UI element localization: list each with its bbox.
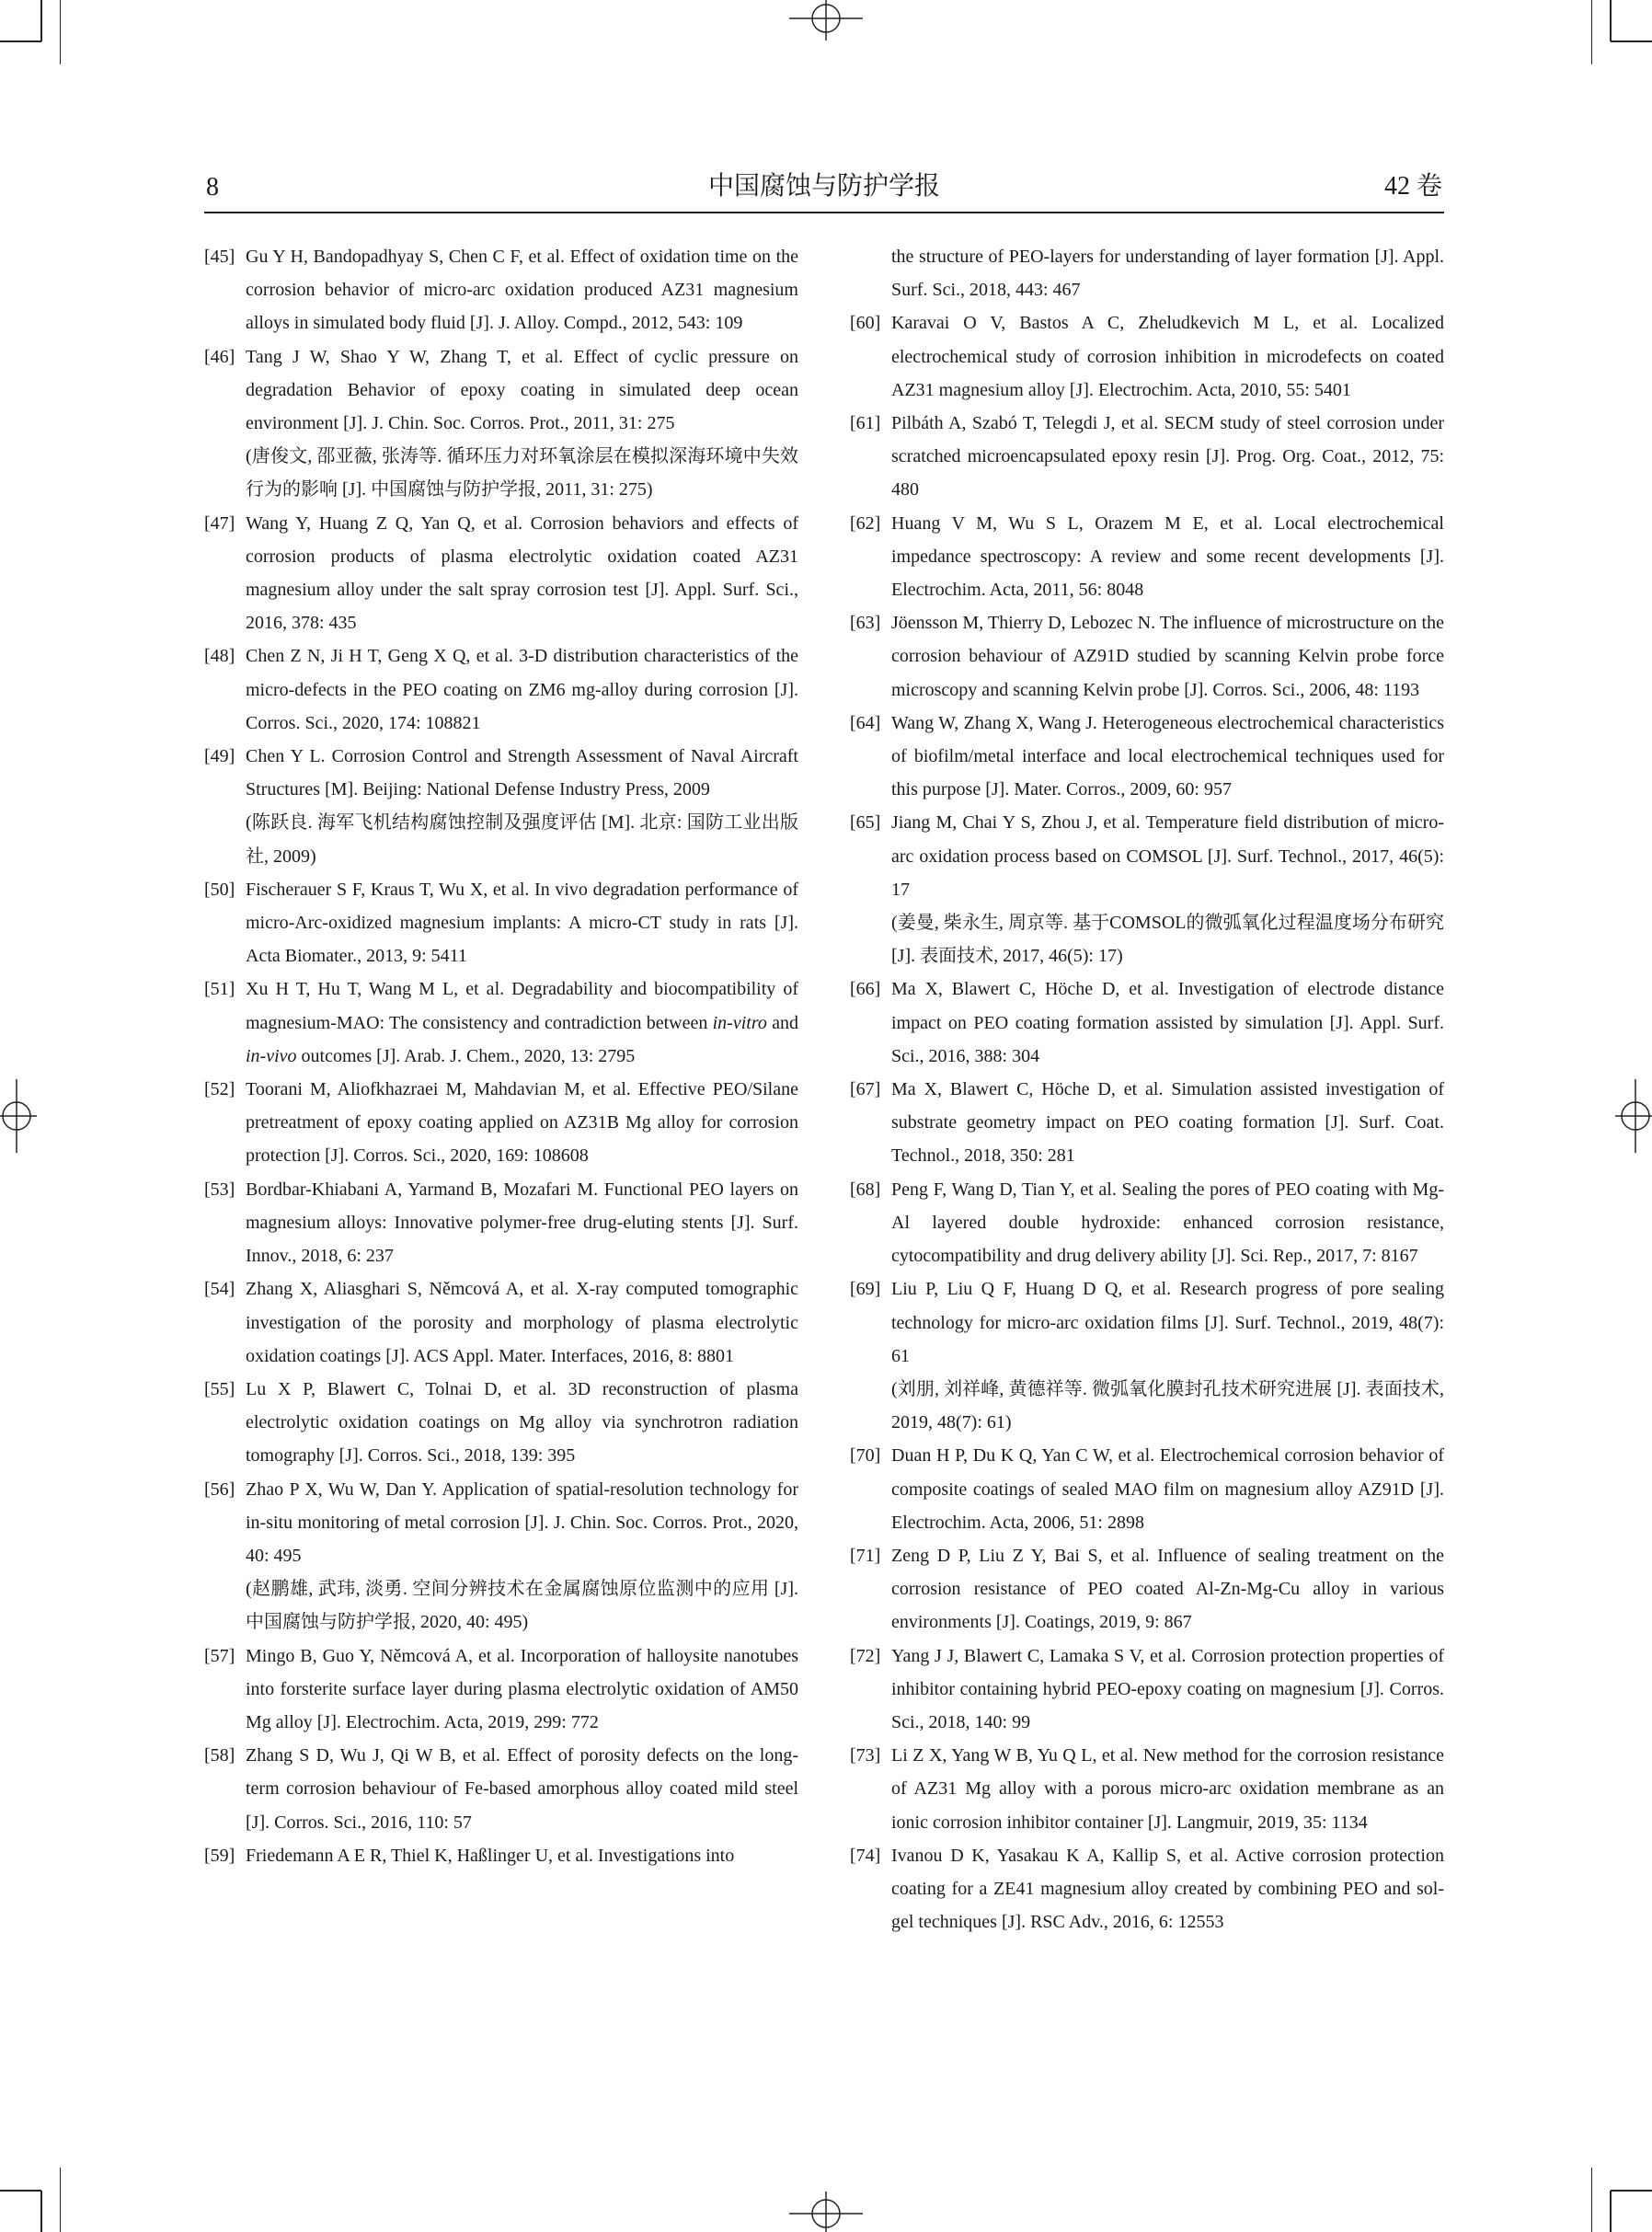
reference-text: Pilbáth A, Szabó T, Telegdi J, et al. SECM study of steel corrosion under scratched microencapsulated epoxy resin [J]. Prog. Org. Coat., 2012, 75: 480 bbox=[891, 413, 1444, 500]
reference-number: [73] bbox=[850, 1745, 881, 1766]
reference-number: [74] bbox=[850, 1845, 881, 1866]
reference-text: Liu P, Liu Q F, Huang D Q, et al. Research progress of pore sealing technology for micro-arc oxidation films [J]. Surf. Technol., 2019, 48(7): 61 bbox=[891, 1279, 1444, 1366]
reference-item bbox=[204, 1839, 798, 1872]
registration-mark-icon bbox=[1615, 1079, 1652, 1153]
reference-column-right bbox=[850, 240, 1444, 1939]
reference-number: [59] bbox=[204, 1845, 235, 1866]
crop-mark bbox=[60, 0, 61, 64]
reference-number: [56] bbox=[204, 1478, 235, 1500]
reference-text: Peng F, Wang D, Tian Y, et al. Sealing the pores of PEO coating with Mg-Al layered double hydroxide: enhanced corrosion resistance, cytocompatibility and drug delivery ability [J]. Sci. Rep., 2017, 7: 8167 bbox=[891, 1179, 1444, 1267]
reference-text: Yang J J, Blawert C, Lamaka S V, et al. Corrosion protection properties of inhibitor containing hybrid PEO-epoxy coating on magnesium [J]. Corros. Sci., 2018, 140: 99 bbox=[891, 1645, 1444, 1732]
reference-number: [68] bbox=[850, 1179, 881, 1200]
reference-item bbox=[204, 1739, 798, 1839]
reference-item bbox=[850, 806, 1444, 972]
reference-number: [45] bbox=[204, 247, 235, 267]
registration-mark-icon bbox=[789, 2192, 863, 2232]
reference-column-left bbox=[204, 240, 798, 1872]
reference-chinese-text: (陈跃良. 海军飞机结构腐蚀控制及强度评估 [M]. 北京: 国防工业出版社, 2009) bbox=[246, 812, 798, 867]
reference-text: Li Z X, Yang W B, Yu Q L, et al. New method for the corrosion resistance of AZ31 Mg alloy with a porous micro-arc oxidation membrane as an ionic corrosion inhibitor container [J]. Langmuir, 2019, 35: 1134 bbox=[891, 1745, 1444, 1833]
crop-mark bbox=[1610, 2191, 1612, 2232]
reference-text: Toorani M, Aliofkhazraei M, Mahdavian M, et al. Effective PEO/Silane pretreatment of epoxy coating applied on AZ31B Mg alloy for corrosion protection [J]. Corros. Sci., 2020, 169: 108608 bbox=[246, 1079, 798, 1167]
reference-item bbox=[850, 507, 1444, 607]
reference-text: Ivanou D K, Yasakau K A, Kallip S, et al. Active corrosion protection coating for a ZE41 magnesium alloy created by combining PEO and sol-gel techniques [J]. RSC Adv., 2016, 6: 12553 bbox=[891, 1845, 1444, 1933]
reference-text: Fischerauer S F, Kraus T, Wu X, et al. In vivo degradation performance of micro-Arc-oxidized magnesium implants: A micro-CT study in rats [J]. Acta Biomater., 2013, 9: 5411 bbox=[246, 879, 798, 967]
reference-number: [46] bbox=[204, 346, 235, 367]
reference-item bbox=[204, 1473, 798, 1639]
reference-item bbox=[204, 873, 798, 973]
reference-item bbox=[850, 1439, 1444, 1539]
reference-text: Jöensson M, Thierry D, Lebozec N. The influence of microstructure on the corrosion behaviour of AZ91D studied by scanning Kelvin probe force microscopy and scanning Kelvin probe [J]. Corros. Sci., 2006, 48: 1193 bbox=[891, 613, 1444, 700]
reference-text: Ma X, Blawert C, Höche D, et al. Simulation assisted investigation of substrate geometry impact on PEO coating formation [J]. Surf. Coat. Technol., 2018, 350: 281 bbox=[891, 1079, 1444, 1167]
reference-number: [70] bbox=[850, 1445, 881, 1467]
reference-text: Tang J W, Shao Y W, Zhang T, et al. Effect of cyclic pressure on degradation Behavior of epoxy coating in simulated deep ocean environment [J]. J. Chin. Soc. Corros. Prot., 2011, 31: 275 bbox=[246, 346, 798, 434]
reference-text: Friedemann A E R, Thiel K, Haßlinger U, et al. Investigations into bbox=[246, 1845, 735, 1866]
crop-mark bbox=[1591, 0, 1592, 64]
reference-number: [66] bbox=[850, 979, 881, 1000]
reference-number: [48] bbox=[204, 646, 235, 667]
reference-text: Wang W, Zhang X, Wang J. Heterogeneous electrochemical characteristics of biofilm/metal interface and local electrochemical techniques used for this purpose [J]. Mater. Corros., 2009, 60: 957 bbox=[891, 712, 1444, 800]
reference-text: Jiang M, Chai Y S, Zhou J, et al. Temperature field distribution of micro-arc oxidation process based on COMSOL [J]. Surf. Technol., 2017, 46(5): 17 bbox=[891, 812, 1444, 900]
reference-text-part: outcomes [J]. Arab. J. Chem., 2020, 13: 2795 bbox=[296, 1045, 636, 1066]
reference-item bbox=[850, 306, 1444, 407]
reference-number: [64] bbox=[850, 712, 881, 733]
reference-item bbox=[204, 740, 798, 873]
reference-item bbox=[850, 972, 1444, 1073]
reference-number: [61] bbox=[850, 413, 881, 434]
crop-mark bbox=[40, 2191, 42, 2232]
reference-chinese-text: (姜曼, 柴永生, 周京等. 基于COMSOL的微弧氧化过程温度场分布研究 [J]. 表面技术, 2017, 46(5): 17) bbox=[891, 913, 1444, 967]
page-number: 8 bbox=[206, 173, 219, 201]
reference-text: Lu X P, Blawert C, Tolnai D, et al. 3D reconstruction of plasma electrolytic oxidation coatings on Mg alloy via synchrotron radiation tomography [J]. Corros. Sci., 2018, 139: 395 bbox=[246, 1378, 798, 1467]
crop-mark bbox=[1611, 40, 1652, 42]
crop-mark bbox=[1610, 0, 1612, 41]
reference-text: Zeng D P, Liu Z Y, Bai S, et al. Influence of sealing treatment on the corrosion resistance of PEO coated Al-Zn-Mg-Cu alloy in various environments [J]. Coatings, 2019, 9: 867 bbox=[891, 1545, 1444, 1633]
reference-number: [55] bbox=[204, 1378, 235, 1399]
reference-number: [72] bbox=[850, 1645, 881, 1666]
reference-text: Duan H P, Du K Q, Yan C W, et al. Electrochemical corrosion behavior of composite coatings of sealed MAO film on magnesium alloy AZ91D [J]. Electrochim. Acta, 2006, 51: 2898 bbox=[891, 1445, 1444, 1533]
reference-text: Karavai O V, Bastos A C, Zheludkevich M L, et al. Localized electrochemical study of corrosion inhibition in microdefects on coated AZ31 magnesium alloy [J]. Electrochim. Acta, 2010, 55: 5401 bbox=[891, 313, 1444, 400]
volume-label: 42 卷 bbox=[1383, 172, 1442, 201]
reference-item bbox=[850, 606, 1444, 707]
crop-mark bbox=[1591, 2168, 1592, 2232]
reference-number: [49] bbox=[204, 746, 235, 767]
journal-title: 中国腐蚀与防护学报 bbox=[707, 172, 940, 201]
reference-number: [47] bbox=[204, 512, 235, 534]
reference-text: Zhao P X, Wu W, Dan Y. Application of spatial-resolution technology for in-situ monitoring of metal corrosion [J]. J. Chin. Soc. Corros. Prot., 2020, 40: 495 bbox=[246, 1478, 798, 1566]
reference-text bbox=[246, 972, 798, 1073]
reference-item bbox=[850, 1173, 1444, 1273]
reference-text: Wang Y, Huang Z Q, Yan Q, et al. Corrosion behaviors and effects of corrosion products of plasma electrolytic oxidation coated AZ31 magnesium alloy under the salt spray corrosion test [J]. Appl. Surf. Sci., 2016, 378: 435 bbox=[246, 512, 798, 634]
reference-item bbox=[850, 1073, 1444, 1173]
reference-item bbox=[204, 1073, 798, 1173]
reference-chinese-text: (唐俊文, 邵亚薇, 张涛等. 循环压力对环氧涂层在模拟深海环境中失效行为的影响 [J]. 中国腐蚀与防护学报, 2011, 31: 275) bbox=[246, 446, 798, 500]
crop-mark bbox=[40, 0, 42, 41]
reference-number: [63] bbox=[850, 613, 881, 634]
reference-number: [60] bbox=[850, 313, 881, 334]
reference-item bbox=[204, 1373, 798, 1473]
reference-text: Chen Y L. Corrosion Control and Strength Assessment of Naval Aircraft Structures [M]. Beijing: National Defense Industry Press, 2009 bbox=[246, 746, 798, 800]
reference-item bbox=[204, 507, 798, 640]
reference-number: [53] bbox=[204, 1179, 235, 1200]
reference-text: Bordbar-Khiabani A, Yarmand B, Mozafari M. Functional PEO layers on magnesium alloys: Innovative polymer-free drug-eluting stents [J]. Surf. Innov., 2018, 6: 237 bbox=[246, 1179, 798, 1267]
reference-item bbox=[204, 240, 798, 340]
crop-mark bbox=[60, 2168, 61, 2232]
reference-chinese-text: (赵鹏雄, 武玮, 淡勇. 空间分辨技术在金属腐蚀原位监测中的应用 [J]. 中国腐蚀与防护学报, 2020, 40: 495) bbox=[246, 1579, 798, 1633]
reference-item bbox=[204, 1272, 798, 1373]
reference-number: [50] bbox=[204, 879, 235, 900]
reference-text: Huang V M, Wu S L, Orazem M E, et al. Local electrochemical impedance spectroscopy: A review and some recent developments [J]. Electrochim. Acta, 2011, 56: 8048 bbox=[891, 512, 1444, 601]
reference-item bbox=[850, 1639, 1444, 1740]
reference-text-part: Xu H T, Hu T, Wang M L, et al. Degradability and biocompatibility of magnesium-MAO: The consistency and contradiction between bbox=[246, 979, 798, 1033]
reference-continuation: the structure of PEO-layers for understanding of layer formation [J]. Appl. Surf. Sci., 2018, 443: 467 bbox=[891, 247, 1444, 301]
crop-mark bbox=[1611, 2190, 1652, 2192]
crop-mark bbox=[0, 2190, 41, 2192]
reference-emphasis: in-vitro bbox=[712, 1012, 767, 1033]
reference-item bbox=[850, 1539, 1444, 1639]
reference-text: Mingo B, Guo Y, Němcová A, et al. Incorporation of halloysite nanotubes into forsterite surface layer during plasma electrolytic oxidation of AM50 Mg alloy [J]. Electrochim. Acta, 2019, 299: 772 bbox=[246, 1645, 798, 1732]
reference-text: Gu Y H, Bandopadhyay S, Chen C F, et al. Effect of oxidation time on the corrosion behavior of micro-arc oxidation produced AZ31 magnesium alloys in simulated body fluid [J]. J. Alloy. Compd., 2012, 543: 109 bbox=[246, 247, 798, 334]
reference-number: [58] bbox=[204, 1745, 235, 1766]
reference-item bbox=[850, 1272, 1444, 1439]
reference-item bbox=[204, 972, 798, 1073]
reference-item bbox=[850, 707, 1444, 807]
reference-item bbox=[204, 1173, 798, 1273]
registration-mark-icon bbox=[789, 0, 863, 40]
reference-item bbox=[204, 1639, 798, 1740]
reference-number: [67] bbox=[850, 1079, 881, 1100]
reference-number: [71] bbox=[850, 1545, 881, 1566]
reference-text: Zhang S D, Wu J, Qi W B, et al. Effect of porosity defects on the long-term corrosion behaviour of Fe-based amorphous alloy coated mild steel [J]. Corros. Sci., 2016, 110: 57 bbox=[246, 1745, 798, 1833]
reference-text: Zhang X, Aliasghari S, Němcová A, et al. X-ray computed tomographic investigation of the porosity and morphology of plasma electrolytic oxidation coatings [J]. ACS Appl. Mater. Interfaces, 2016, 8: 8801 bbox=[246, 1279, 798, 1366]
reference-item bbox=[204, 340, 798, 507]
reference-number: [54] bbox=[204, 1279, 235, 1300]
reference-number: [52] bbox=[204, 1079, 235, 1100]
reference-text-part: and bbox=[766, 1012, 798, 1033]
reference-chinese-text: (刘朋, 刘祥峰, 黄德祥等. 微弧氧化膜封孔技术研究进展 [J]. 表面技术, 2019, 48(7): 61) bbox=[891, 1378, 1444, 1433]
reference-number: [65] bbox=[850, 812, 881, 834]
reference-number: [62] bbox=[850, 512, 881, 534]
reference-item bbox=[850, 407, 1444, 507]
reference-item bbox=[204, 639, 798, 740]
reference-number: [69] bbox=[850, 1279, 881, 1300]
reference-text: Chen Z N, Ji H T, Geng X Q, et al. 3-D distribution characteristics of the micro-defects in the PEO coating on ZM6 mg-alloy during corrosion [J]. Corros. Sci., 2020, 174: 108821 bbox=[246, 646, 798, 733]
reference-emphasis: in-vivo bbox=[246, 1045, 297, 1066]
reference-text: Ma X, Blawert C, Höche D, et al. Investigation of electrode distance impact on PEO coating formation assisted by simulation [J]. Appl. Surf. Sci., 2016, 388: 304 bbox=[891, 979, 1444, 1066]
running-header bbox=[204, 166, 1444, 213]
reference-number: [51] bbox=[204, 979, 235, 1000]
registration-mark-icon bbox=[0, 1079, 37, 1153]
crop-mark bbox=[0, 40, 41, 42]
reference-number: [57] bbox=[204, 1645, 235, 1666]
reference-item bbox=[850, 1839, 1444, 1939]
reference-item bbox=[850, 1739, 1444, 1839]
